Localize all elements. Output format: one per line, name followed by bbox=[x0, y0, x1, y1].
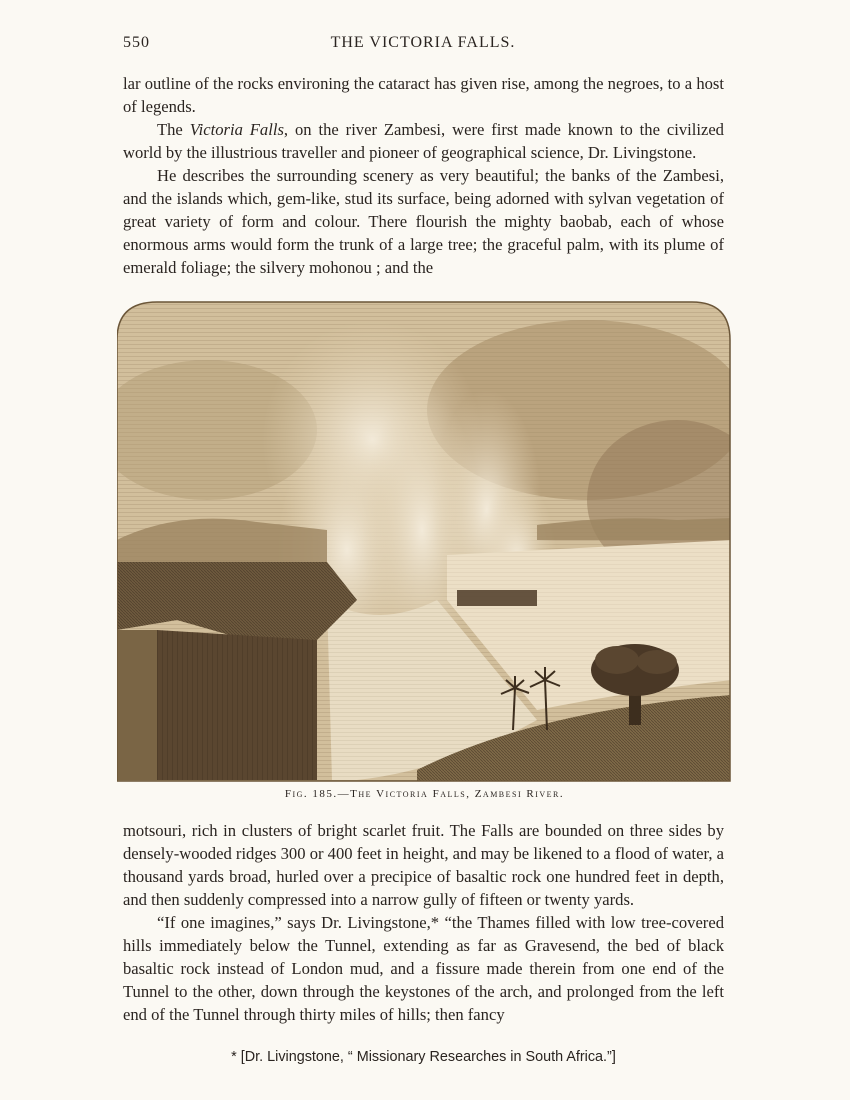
footnote: * [Dr. Livingstone, “ Missionary Researches in South Africa.”] bbox=[231, 1049, 616, 1065]
figure-caption: Fig. 185.—The Victoria Falls, Zambesi River. bbox=[284, 788, 565, 800]
paragraph: “If one imagines,” says Dr. Livingstone,* “the Thames filled with low tree-covered hills immediately below the Tunnel, extending as far as Gravesend, the bed of black basaltic rock instead of London mud, and a fissure made therein from one end of the Tunnel to the other, down through the keystones of the arch, and prolonged from the left end of the Tunnel through thirty miles of hills; then fancy bbox=[123, 913, 724, 1024]
page-number: 550 bbox=[123, 34, 150, 51]
body-text-top bbox=[123, 72, 724, 279]
text-run: The bbox=[157, 120, 190, 139]
paragraph bbox=[123, 118, 724, 164]
page-header bbox=[123, 30, 723, 56]
text-run: , on the river Zambesi, were first made known to the civilized world by the illustrious traveller and pioneer of geographical science, Dr. Livingstone. bbox=[123, 120, 724, 162]
victoria-falls-engraving bbox=[117, 300, 732, 783]
running-head: THE VICTORIA FALLS. bbox=[330, 34, 516, 51]
italic-text: Victoria Falls bbox=[189, 120, 284, 139]
paragraph: He describes the surrounding scenery as very beautiful; the banks of the Zambesi, and the islands which, gem-like, stud its surface, being adorned with sylvan vegetation of great variety of form and colour. There flourish the mighty baobab, each of whose enormous arms would form the trunk of a large tree; the graceful palm, with its plume of emerald foliage; the silvery mohonou ; and the bbox=[123, 166, 724, 277]
paragraph: motsouri, rich in clusters of bright scarlet fruit. The Falls are bounded on three sides by densely-wooded ridges 300 or 400 feet in height, and may be likened to a flood of water, a thousand yards broad, hurled over a precipice of basaltic rock one hundred feet in depth, and then suddenly compressed into a narrow gully of fifteen or twenty yards. bbox=[123, 821, 724, 909]
engraving-figure bbox=[117, 300, 732, 783]
paragraph: lar outline of the rocks environing the cataract has given rise, among the negroes, to a host of legends. bbox=[123, 74, 724, 116]
body-text-bottom bbox=[123, 819, 724, 1026]
